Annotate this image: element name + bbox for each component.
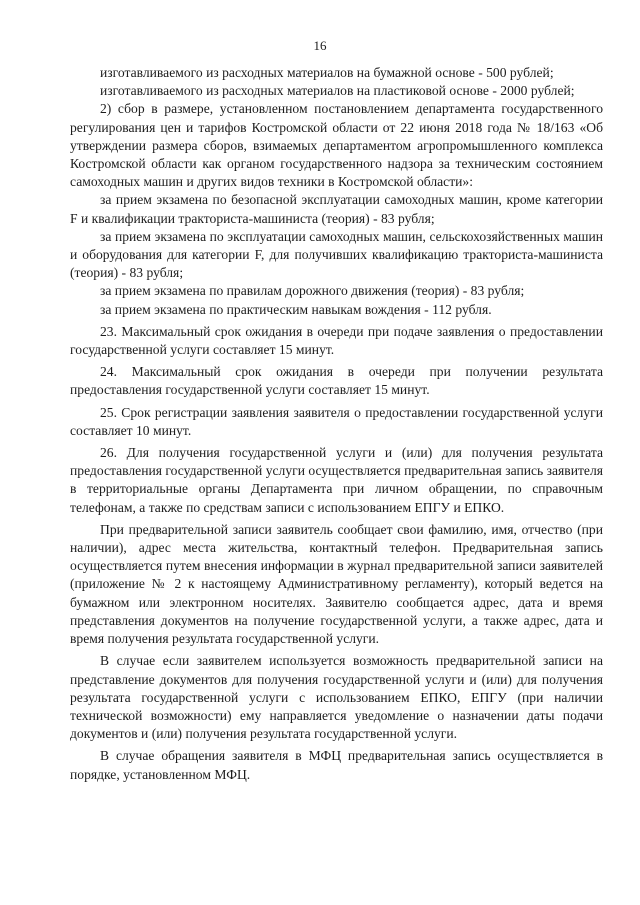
document-body <box>70 64 603 784</box>
page-number: 16 <box>313 38 327 53</box>
paragraph-exam-category-f: за прием экзамена по эксплуатации самоходных машин, сельскохозяйственных машин и оборудования для категории F, для получивших квалификацию тракториста-машиниста (теория) - 83 рубля; <box>70 228 603 281</box>
paragraph-item-26: 26. Для получения государственной услуги и (или) для получения результата предоставления государственной услуги осуществляется предварительная запись заявителя в территориальные органы Департамента при личном обращении, по справочным телефонам, а также по средствам записи с использованием ЕПГУ и ЕПКО. <box>70 445 603 515</box>
paragraph-exam-driving: за прием экзамена по практическим навыкам вождения - 112 рубля. <box>100 301 492 317</box>
paragraph-mfc: В случае обращения заявителя в МФЦ предварительная запись осуществляется в порядке, установленном МФЦ. <box>70 748 603 782</box>
paragraph-fee-resolution: 2) сбор в размере, установленном постановлением департамента государственного регулирования цен и тарифов Костромской области от 22 июня 2018 года № 18/163 «Об утверждении размера сборов, взимаемых департаментом агропромышленного комплекса Костромской области как органом государственного надзора за техническим состоянием самоходных машин и других видов техники в Костромской области»: <box>70 101 603 190</box>
paragraph-exam-traffic-rules: за прием экзамена по правилам дорожного движения (теория) - 83 рубля; <box>100 283 525 299</box>
paragraph-exam-safety: за прием экзамена по безопасной эксплуатации самоходных машин, кроме категории F и квалификации тракториста-машиниста (теория) - 83 рубля; <box>70 192 603 226</box>
paragraph-online-notification: В случае если заявителем используется возможность предварительной записи на представление документов для получения государственной услуги и (или) для получения результата государственной услуги с использованием ЕПКО, ЕПГУ (при наличии технической возможности) ему направляется уведомление о назначении даты подачи документов и (или) получения результата государственной услуги. <box>70 653 603 742</box>
paragraph-item-24: 24. Максимальный срок ожидания в очереди при получении результата предоставления государственной услуги составляет 15 минут. <box>70 364 603 398</box>
paragraph-paper-license-fee: изготавливаемого из расходных материалов на бумажной основе - 500 рублей; <box>100 65 554 80</box>
paragraph-item-23: 23. Максимальный срок ожидания в очереди при подаче заявления о предоставлении государственной услуги составляет 15 минут. <box>70 323 603 358</box>
paragraph-plastic-license-fee: изготавливаемого из расходных материалов на пластиковой основе - 2000 рублей; <box>100 83 575 99</box>
paragraph-preliminary-record: При предварительной записи заявитель сообщает свои фамилию, имя, отчество (при наличии), адрес места жительства, контактный телефон. Предварительная запись осуществляется путем внесения информации в журнал предварительной записи заявителей (приложение № 2 к настоящему Административному регламенту), который ведется на бумажном или электронном носителях. Заявителю сообщается адрес, дата и время представления документов на получение государственной услуги, а также адрес, дата и время получения результата государственной услуги. <box>70 521 603 647</box>
paragraph-item-25: 25. Срок регистрации заявления заявителя о предоставлении государственной услуги составляет 10 минут. <box>70 404 603 438</box>
